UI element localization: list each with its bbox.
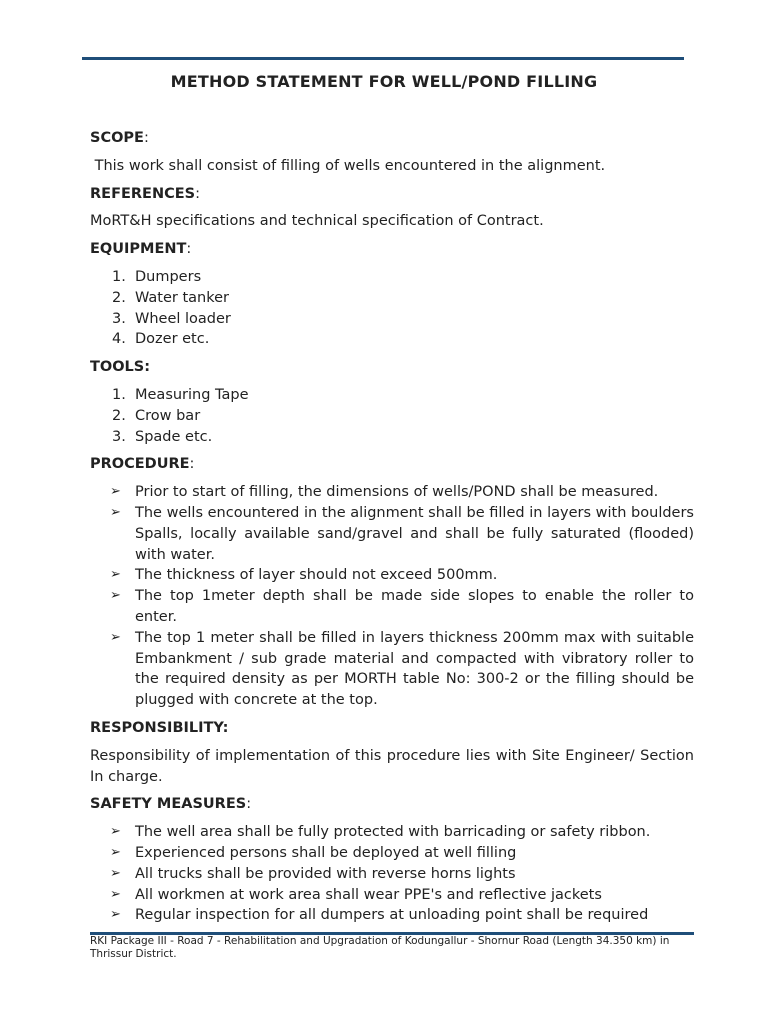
list-item: 3. Wheel loader	[112, 310, 231, 327]
list-item: ➢ The top 1meter depth shall be made side slopes to enable the roller to enter.	[110, 588, 694, 625]
arrow-bullet-icon: ➢	[110, 504, 121, 520]
responsibility-heading: RESPONSIBILITY:	[90, 719, 229, 736]
list-item: ➢ The well area shall be fully protected with barricading or safety ribbon.	[90, 822, 694, 843]
procedure-list	[90, 482, 694, 711]
arrow-bullet-icon: ➢	[110, 844, 121, 860]
arrow-bullet-icon: ➢	[110, 886, 121, 902]
header-rule	[82, 57, 684, 60]
equipment-list	[90, 267, 694, 350]
scope-heading: SCOPE:	[90, 130, 149, 146]
tools-list	[90, 385, 694, 447]
list-item: 2. Water tanker	[112, 289, 229, 306]
procedure-heading: PROCEDURE:	[90, 456, 195, 473]
arrow-bullet-icon: ➢	[110, 629, 121, 645]
list-item: ➢ Experienced persons shall be deployed at well filling	[90, 843, 694, 864]
arrow-bullet-icon: ➢	[110, 865, 121, 881]
safety-heading: SAFETY MEASURES:	[90, 796, 252, 813]
list-item: ➢ All workmen at work area shall wear PPE's and reflective jackets	[90, 885, 694, 906]
list-item: 3. Spade etc.	[112, 428, 213, 445]
arrow-bullet-icon: ➢	[110, 907, 121, 923]
arrow-bullet-icon: ➢	[110, 484, 121, 500]
list-item: 1. Dumpers	[112, 268, 202, 285]
document-title: METHOD STATEMENT FOR WELL/POND FILLING	[170, 72, 598, 91]
arrow-bullet-icon: ➢	[110, 567, 121, 583]
arrow-bullet-icon: ➢	[110, 588, 121, 604]
page-footer: RKI Package III - Road 7 - Rehabilitation and Upgradation of Kodungallur - Shornur Road (Length 34.350 km) in Thrissur District.	[90, 935, 670, 960]
references-heading: REFERENCES:	[90, 185, 200, 202]
list-item: ➢ The thickness of layer should not exceed 500mm.	[90, 565, 694, 586]
document-body	[90, 128, 694, 926]
list-item: 1. Measuring Tape	[112, 386, 249, 403]
list-item: 2. Crow bar	[112, 407, 201, 424]
arrow-bullet-icon: ➢	[110, 824, 121, 840]
references-text: MoRT&H specifications and technical specification of Contract.	[90, 213, 544, 230]
list-item: ➢ All trucks shall be provided with reverse horns lights	[90, 864, 694, 885]
list-item: ➢ The top 1 meter shall be filled in layers thickness 200mm max with suitable Embankment / sub grade material and compacted with vibratory roller to the required density as per MORTH table No: 300-2 or the filling should be plugged with concrete at the top.	[110, 629, 694, 709]
equipment-heading: EQUIPMENT:	[90, 241, 192, 258]
list-item: 4. Dozer etc.	[112, 331, 210, 348]
safety-list	[90, 822, 694, 926]
tools-heading: TOOLS:	[90, 359, 151, 376]
scope-text: This work shall consist of filling of wells encountered in the alignment.	[90, 157, 606, 174]
list-item: ➢ Regular inspection for all dumpers at unloading point shall be required	[90, 905, 694, 926]
list-item: ➢ The wells encountered in the alignment shall be filled in layers with boulders Spalls, locally available sand/gravel and shall be fully saturated (flooded) with water.	[110, 504, 694, 563]
responsibility-text: Responsibility of implementation of this procedure lies with Site Engineer/ Section In charge.	[90, 747, 694, 785]
list-item: ➢ Prior to start of filling, the dimensions of wells/POND shall be measured.	[90, 482, 694, 503]
